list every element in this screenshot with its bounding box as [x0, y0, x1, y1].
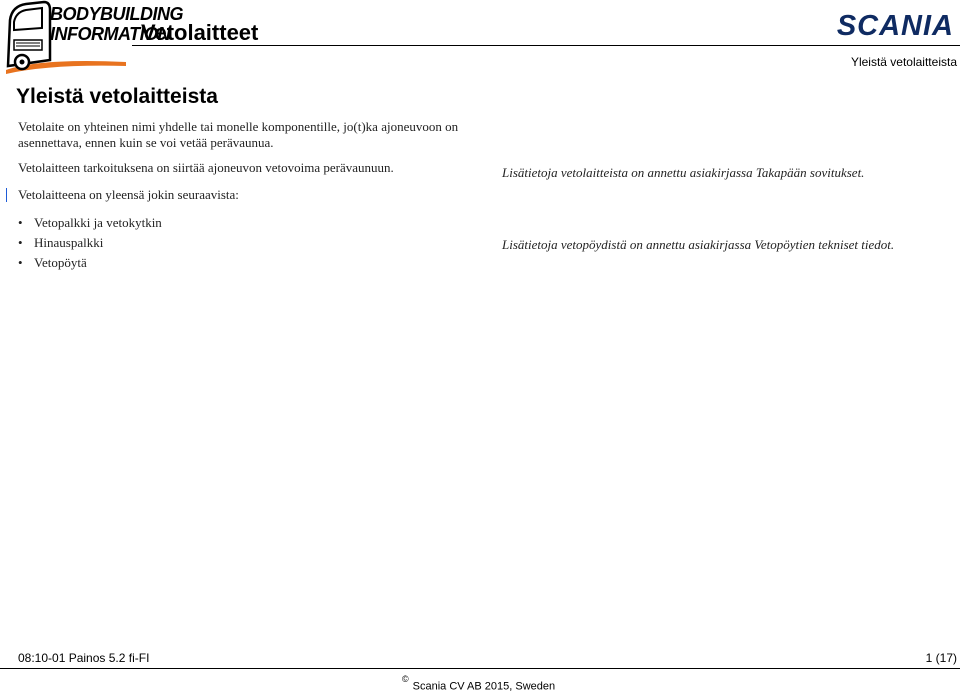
- list-item: • Vetopöytä: [18, 253, 162, 273]
- header-subtitle: Yleistä vetolaitteista: [850, 55, 957, 69]
- paragraph-definition: Vetolaite on yhteinen nimi yhdelle tai monelle komponentille, jo(t)ka ajoneuvoon on asennettava, ennen kuin se voi vetää perävaunua.: [18, 119, 459, 150]
- reference-note-rear-end: Lisätietoja vetolaitteista on annettu asiakirjassa Takapään sovitukset.: [502, 165, 865, 180]
- footer-divider: [0, 668, 960, 669]
- scania-logo: SCANIA: [836, 10, 954, 42]
- document-id: 08:10-01 Painos 5.2 fi-FI: [18, 651, 150, 665]
- paragraph-types: Vetolaitteena on yleensä jokin seuraavista:: [18, 187, 239, 202]
- page-title: Vetolaitteet: [141, 20, 259, 45]
- copyright-text: Scania CV AB 2015, Sweden: [412, 680, 556, 693]
- logo-line2: INFORMATION: [50, 24, 171, 44]
- change-bar: [6, 188, 7, 202]
- copyright: [402, 674, 556, 693]
- coupling-device-list: [18, 213, 162, 273]
- paragraph-purpose: Vetolaitteen tarkoituksena on siirtää ajoneuvon vetovoima perävaunuun.: [18, 160, 394, 175]
- header-divider: [132, 45, 960, 46]
- section-title: Yleistä vetolaitteista: [16, 85, 218, 108]
- list-item: • Hinauspalkki: [18, 233, 162, 253]
- copyright-icon: ©: [402, 674, 409, 684]
- reference-note-fifth-wheel: Lisätietoja vetopöydistä on annettu asiakirjassa Vetopöytien tekniset tiedot.: [502, 237, 895, 252]
- page-number: 1 (17): [925, 651, 957, 665]
- bodybuilding-information-logo: [0, 0, 183, 74]
- logo-line1: BODYBUILDING: [50, 4, 183, 24]
- list-item: • Vetopalkki ja vetokytkin: [18, 213, 162, 233]
